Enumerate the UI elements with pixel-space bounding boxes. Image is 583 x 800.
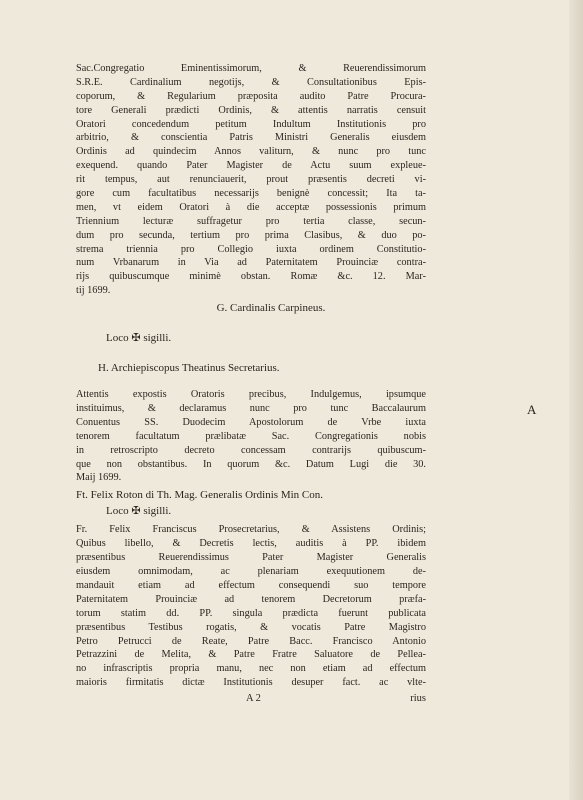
text-line: Conuentus SS. Duodecim Apostolorum de Vrbe iuxta: [76, 416, 426, 428]
paragraph-indult: [76, 388, 426, 485]
text-line: Quibus libello, & Decretis lectis, auditis à PP. ibidem: [76, 538, 426, 550]
text-line: gore cum facultatibus necessarijs benignè concessit; Ita ta-: [76, 188, 426, 200]
text-line: in retroscripto decreto concessam contrarijs quibuscum-: [76, 444, 426, 456]
text-line: instituimus, & declaramus nunc pro tunc Baccalaurum: [76, 403, 426, 415]
text-line: Maij 1699.: [76, 472, 122, 484]
signature-cardinal: G. Cardinalis Carpineus.: [216, 302, 326, 315]
text-line: num Vrbanarum in Via ad Paternitatem Prouinciæ contra-: [76, 257, 426, 269]
seal-placeholder-2: Loco ✠ sigilli.: [106, 505, 172, 518]
text-line: men, vt eidem Oratori à die acceptæ possessionis primum: [76, 201, 426, 213]
text-line: que non obstantibus. In quorum &c. Datum Lugi die 30.: [76, 458, 426, 470]
text-line: Attentis expostis Oratoris precibus, Indulgemus, ipsumque: [76, 389, 426, 401]
page-edge: [569, 0, 583, 800]
text-line: Ordinis ad quindecim Annos valiturn, & nunc pro tunc: [76, 146, 426, 158]
text-line: coporum, & Regularium præposita audito Patre Procura-: [76, 90, 426, 102]
text-line: maioris firmitatis dictæ Institutionis desuper fact. ac vlte-: [76, 677, 426, 689]
text-line: rijs quibuscumque minimè obstan. Romæ &c. 12. Mar-: [76, 271, 426, 283]
seal-placeholder: Loco ✠ sigilli.: [106, 332, 172, 345]
text-line: Paternitatem Prouinciæ ad tenorem Decretorum præfa-: [76, 593, 426, 605]
main-text: [76, 62, 426, 690]
text-line: mandauit etiam ad effectum consequendi suo tempore: [76, 579, 426, 591]
text-line: tore Generali prædicti Ordinis, & attentis narratis censuit: [76, 104, 426, 116]
text-line: Sac.Congregatio Eminentissimorum, & Reuerendissimorum: [76, 63, 426, 74]
paragraph-decree: [76, 62, 426, 298]
text-line: Oratori concedendum petitum Indultum Institutionis pro: [76, 118, 426, 130]
text-line: torum statim dd. PP. singula prædicta fuerunt publicata: [76, 607, 426, 619]
text-line: eiusdem omnimodam, ac plenariam exequutionem de-: [76, 566, 426, 578]
catchword: rius: [410, 693, 426, 704]
text-line: tenorem facultatum prælibatæ Sac. Congregationis nobis: [76, 430, 426, 442]
text-line: præsentibus Reuerendissimus Pater Magister Generalis: [76, 552, 426, 564]
text-line: exequend. quando Pater Magister de Actu suum expleue-: [76, 160, 426, 172]
signature-secretary: H. Archiepiscopus Theatinus Secretarius.: [98, 362, 280, 375]
text-line: arbitrio, & conscientia Patris Ministri Generalis eiusdem: [76, 132, 426, 144]
text-line: S.R.E. Cardinalium negotijs, & Consultationibus Epis-: [76, 76, 426, 88]
text-line: strema triennia pro Collegio iuxta ordinem Constitutio-: [76, 243, 426, 255]
signature-general: Ft. Felix Roton di Th. Mag. Generalis Ordinis Min Con.: [76, 489, 323, 502]
page-footer: [76, 693, 426, 707]
paragraph-execution: [76, 523, 426, 690]
text-line: rit tempus, aut renunciauerit, prout præsentis decreti vi-: [76, 174, 426, 186]
text-line: dum pro secunda, tertium pro prima Clasibus, & duo po-: [76, 229, 426, 241]
signature-mark: A 2: [246, 693, 261, 704]
text-line: Fr. Felix Franciscus Prosecretarius, & Assistens Ordinis;: [76, 524, 426, 536]
margin-letter: A: [527, 402, 537, 417]
text-line: præsentibus Testibus rogatis, & vocatis Patre Magistro: [76, 621, 426, 633]
text-line: tij 1699.: [76, 285, 111, 297]
text-line: no infrascriptis propria manu, nec non etiam ad effectum: [76, 663, 426, 675]
text-line: Triennium lecturæ suffragetur pro tertia classe, secun-: [76, 215, 426, 227]
text-line: Petrazzini de Melita, & Patre Fratre Saluatore de Pellea-: [76, 649, 426, 661]
text-line: Petro Petrucci de Reate, Patre Bacc. Francisco Antonio: [76, 635, 426, 647]
